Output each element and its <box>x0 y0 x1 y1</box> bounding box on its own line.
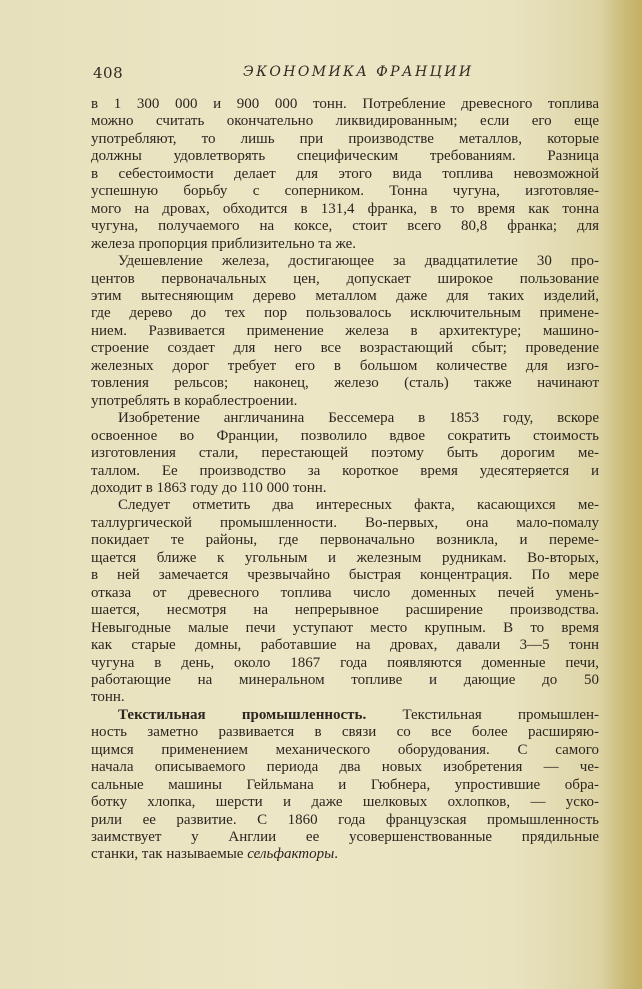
text-line: заимствует у Англии ее усовершенствованные прядильные <box>91 829 599 846</box>
text-fragment: . <box>334 846 339 863</box>
text-line: работающие на минеральном топливе и дающие до 50 <box>91 671 599 688</box>
spine-shadow <box>602 0 642 989</box>
text-line: в 1 300 000 и 900 000 тонн. Потребление древесного топлива <box>91 96 599 112</box>
text-line: этим вытесняющим дерево металлом даже для таких изделий, <box>91 287 599 304</box>
text-line: таллургической промышленности. Во-первых, она мало-помалу <box>91 514 599 531</box>
text-line: ботку хлопка, шерсти и даже шелковых охлопков, — уско- <box>91 794 599 811</box>
text-line: доходит в 1863 году до 110 000 тонн. <box>91 479 327 496</box>
text-line: щимся применением механического оборудования. С самого <box>91 741 599 758</box>
text-line: где дерево до тех пор пользовалось исключительным примене- <box>91 305 599 322</box>
paragraph-bessemer <box>91 410 599 497</box>
text-line: Невыгодные малые печи уступают место крупным. В то время <box>91 619 599 636</box>
text-line: отказа от древесного топлива число доменных печей умень- <box>91 584 599 601</box>
text-line: Изобретение англичанина Бессемера в 1853 году, вскоре <box>118 410 599 427</box>
text-line: товления рельсов; наконец, железо (сталь) также начинают <box>91 375 599 392</box>
text-line: тонн. <box>91 689 125 706</box>
text-line: употребляют, то лишь при производстве металлов, которые <box>91 130 599 147</box>
text-fragment: станки, так называемые <box>91 846 248 863</box>
text-line: ность заметно развивается в связи со все более расширяю- <box>91 724 599 741</box>
section-heading: Текстильная промышленность. <box>118 706 367 723</box>
text-line: железа пропорция приблизительно та же. <box>91 235 357 252</box>
text-line: освоенное во Франции, позволило вдвое сократить стоимость <box>91 427 599 444</box>
paragraph-textile <box>91 707 599 864</box>
text-line: нием. Развивается применение железа в архитектуре; машино- <box>91 322 599 339</box>
running-title: ЭКОНОМИКА ФРАНЦИИ <box>243 64 474 80</box>
text-line: должны удовлетворять специфическим требованиям. Разница <box>91 148 599 165</box>
text-line: покидает те районы, где первоначально возникла, и переме- <box>91 532 599 549</box>
body-text <box>91 96 599 864</box>
text-line: употреблять в кораблестроении. <box>91 392 298 409</box>
text-line: рили ее развитие. С 1860 года французская промышленность <box>91 811 599 828</box>
text-line: мого на дровах, обходится в 131,4 франка, в то время как тонна <box>91 200 599 217</box>
text-line: можно считать окончательно ликвидированным; если его еще <box>91 113 599 130</box>
paragraph-fuel <box>91 96 599 253</box>
text-line: в себестоимости делает для этого вида топлива невозможной <box>91 165 599 182</box>
text-line: сальные машины Гейльмана и Гюбнера, упростившие обра- <box>91 776 599 793</box>
text-fragment: Текстильная промышлен- <box>366 706 599 723</box>
text-line: железных дорог требует его в большом количестве для изго- <box>91 357 599 374</box>
paragraph-metallurgy <box>91 497 599 706</box>
text-line: Удешевление железа, достигающее за двадцатилетие 30 про- <box>118 253 599 270</box>
text-line: Следует отметить два интересных факта, касающихся ме- <box>118 497 599 514</box>
text-line: начала описываемого периода два новых изобретения — че- <box>91 759 599 776</box>
text-line: щается ближе к угольным и железным рудникам. Во-вторых, <box>91 549 599 566</box>
text-line: в ней замечается чрезвычайно быстрая концентрация. По мере <box>91 567 599 584</box>
text-line: изготовления стали, перестающей поэтому быть дорогим ме- <box>91 445 599 462</box>
text-line: успешную борьбу с соперником. Тонна чугуна, изготовляе- <box>91 183 599 200</box>
text-line: как старые домны, работавшие на дровах, давали 3—5 тонн <box>91 637 599 654</box>
italic-term: сельфакторы <box>247 846 335 863</box>
text-line: таллом. Ее производство за короткое время удесятеряется и <box>91 462 599 479</box>
text-line <box>91 707 599 724</box>
paragraph-iron-price <box>91 253 599 410</box>
text-line: строение создает для него все возрастающий сбыт; проведение <box>91 340 599 357</box>
text-line: чугуна, получаемого на коксе, стоит всего 80,8 франка; для <box>91 218 599 235</box>
text-line: центов первоначальных цен, допускает широкое пользование <box>91 270 599 287</box>
page-number: 408 <box>93 64 124 82</box>
text-line: чугуна в день, около 1867 года появляются доменные печи, <box>91 654 599 671</box>
text-line: шается, несмотря на непрерывное расширение производства. <box>91 602 599 619</box>
text-line <box>91 846 599 863</box>
page-header <box>93 64 593 86</box>
